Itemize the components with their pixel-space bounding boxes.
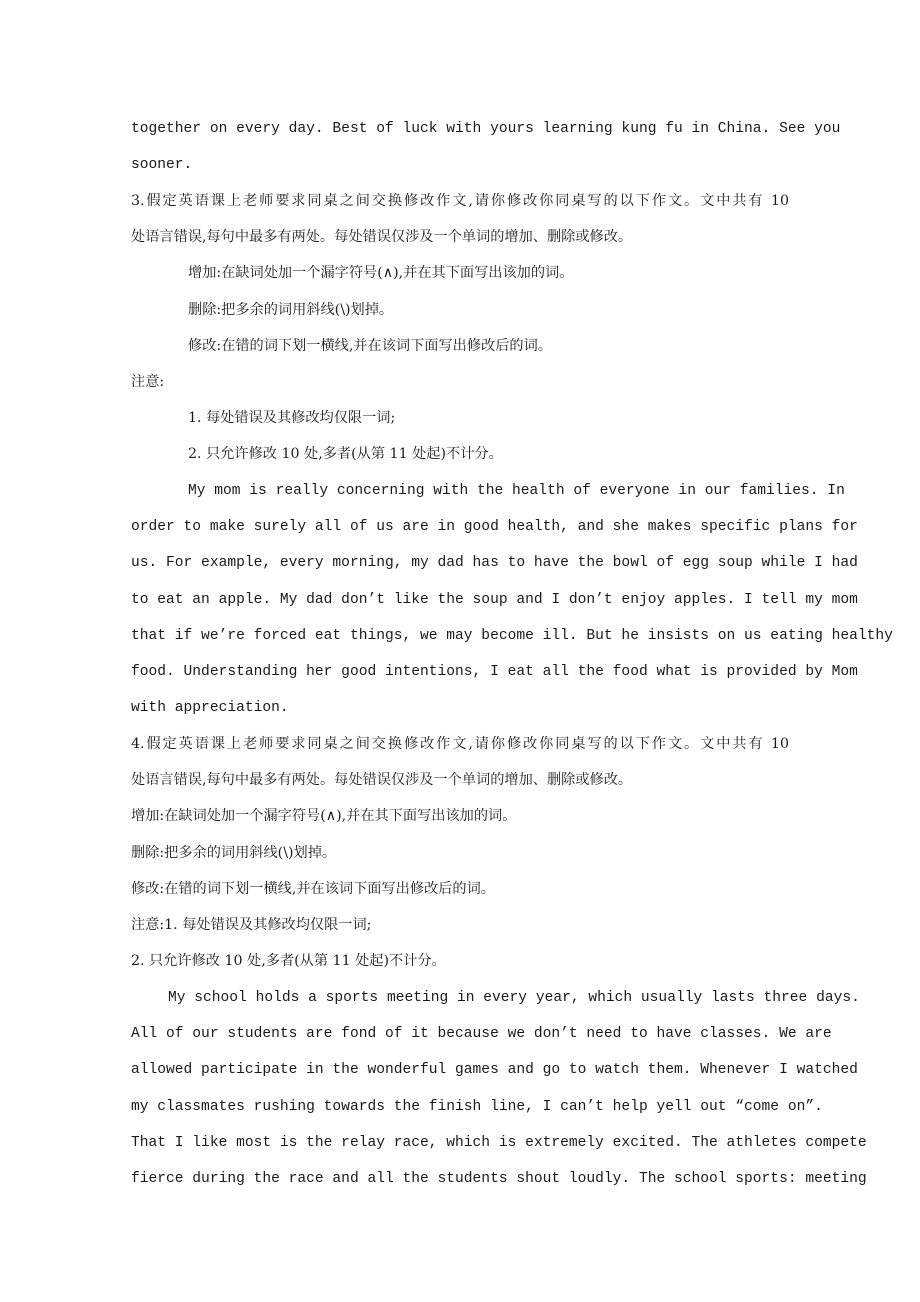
passage-line: us. For example, every morning, my dad has to have the bowl of egg soup while I had	[131, 555, 858, 572]
text-line: sooner.	[131, 157, 193, 174]
question-3-heading-line: 3.假定英语课上老师要求同桌之间交换修改作文,请你修改你同桌写的以下作文。文中共有 10	[131, 193, 789, 209]
note-item-2: 2. 只允许修改 10 处,多者(从第 11 处起)不计分。	[131, 953, 446, 970]
question-3-passage	[131, 473, 893, 726]
note-label: 注意:	[131, 373, 165, 390]
passage-line: to eat an apple. My dad don’t like the soup and I don’t enjoy apples. I tell my mom	[131, 591, 858, 608]
passage-line: order to make surely all of us are in good health, and she makes specific plans for	[131, 519, 858, 536]
passage-line: That I like most is the relay race, which is extremely excited. The athletes compete	[131, 1134, 867, 1151]
passage-line: with appreciation.	[131, 700, 289, 717]
passage-line: my classmates rushing towards the finish line, I can’t help yell out “come on”.	[131, 1098, 823, 1115]
modify-rule: 修改:在错的词下划一横线,并在该词下面写出修改后的词。	[131, 880, 495, 897]
passage-line: All of our students are fond of it because we don’t need to have classes. We are	[131, 1026, 832, 1043]
passage-line: My mom is really concerning with the health of everyone in our families. In	[188, 483, 845, 499]
question-4-heading-line: 处语言错误,每句中最多有两处。每处错误仅涉及一个单词的增加、删除或修改。	[131, 772, 633, 789]
question-4	[131, 726, 789, 979]
note-item-1: 1. 每处错误及其修改均仅限一词;	[188, 410, 396, 427]
question-3-heading-line: 处语言错误,每句中最多有两处。每处错误仅涉及一个单词的增加、删除或修改。	[131, 229, 633, 246]
add-rule: 增加:在缺词处加一个漏字符号(∧),并在其下面写出该加的词。	[188, 265, 574, 282]
text-line: together on every day. Best of luck with yours learning kung fu in China. See you	[131, 121, 841, 137]
modify-rule: 修改:在错的词下划一横线,并在该词下面写出修改后的词。	[188, 337, 552, 354]
note-item-2: 2. 只允许修改 10 处,多者(从第 11 处起)不计分。	[188, 446, 503, 463]
passage-line: food. Understanding her good intentions, I eat all the food what is provided by Mom	[131, 663, 858, 680]
add-rule: 增加:在缺词处加一个漏字符号(∧),并在其下面写出该加的词。	[131, 808, 517, 825]
passage-line: that if we’re forced eat things, we may become ill. But he insists on us eating healthy	[131, 627, 893, 644]
note-item-1: 注意:1. 每处错误及其修改均仅限一词;	[131, 916, 372, 933]
intro-paragraph	[131, 111, 841, 183]
delete-rule: 删除:把多余的词用斜线(\)划掉。	[131, 844, 337, 861]
question-3	[131, 183, 789, 473]
passage-line: allowed participate in the wonderful games and go to watch them. Whenever I watched	[131, 1062, 858, 1079]
question-4-heading-line: 4.假定英语课上老师要求同桌之间交换修改作文,请你修改你同桌写的以下作文。文中共有 10	[131, 736, 789, 752]
question-4-passage	[131, 980, 867, 1197]
passage-line: fierce during the race and all the students shout loudly. The school sports: meeting	[131, 1170, 867, 1187]
delete-rule: 删除:把多余的词用斜线(\)划掉。	[188, 301, 394, 318]
passage-line: My school holds a sports meeting in every year, which usually lasts three days.	[168, 990, 860, 1006]
